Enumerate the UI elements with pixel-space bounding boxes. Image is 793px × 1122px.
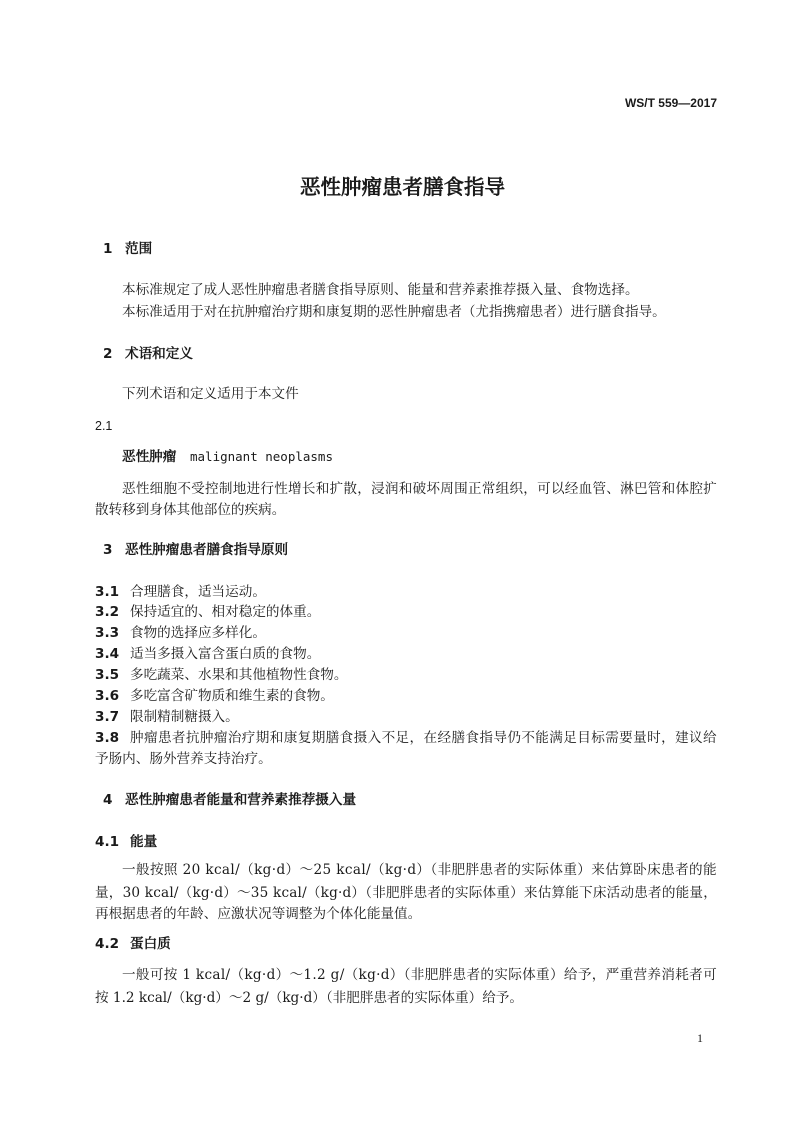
section-2-heading: 术语和定义 (125, 346, 193, 362)
subsection-4-1-heading: 能量 (130, 834, 158, 850)
clause-text: 适当多摄入富含蛋白质的食物。 (130, 646, 321, 662)
clause-number: 3.8 (95, 730, 120, 746)
subsection-4-1-number: 4.1 (95, 834, 120, 850)
section-2-intro: 下列术语和定义适用于本文件 (122, 386, 299, 402)
energy-line-3: 再根据患者的年龄、应激状况等调整为个体化能量值。 (95, 906, 422, 922)
clause-text: 合理膳食，适当运动。 (130, 584, 266, 600)
term-english: malignant neoplasms (190, 449, 333, 464)
clause-number: 3.5 (95, 667, 120, 683)
section-1-line-1: 本标准规定了成人恶性肿瘤患者膳食指导原则、能量和营养素推荐摄入量、食物选择。 (122, 282, 639, 298)
energy-line-2: 量，30 kcal/（kg·d）～35 kcal/（kg·d）（非肥胖患者的实际体重）来估算能下床活动患者的能量， (95, 885, 717, 901)
section-2-number: 2 (103, 346, 113, 362)
clause-number: 3.2 (95, 604, 120, 620)
clause-number: 3.6 (95, 688, 120, 704)
section-1-heading: 范围 (125, 241, 153, 257)
clause-number: 3.7 (95, 709, 120, 725)
clause-text: 食物的选择应多样化。 (130, 625, 266, 641)
standard-code: WS/T 559—2017 (624, 96, 717, 110)
protein-line-1: 一般可按 1 kcal/（kg·d）～1.2 g/（kg·d）（非肥胖患者的实际体重）给予，严重营养消耗者可 (122, 967, 717, 983)
clause-text: 保持适宜的、相对稳定的体重。 (130, 604, 321, 620)
document-title: 恶性肿瘤患者膳食指导 (300, 175, 505, 199)
definition-line-2: 散转移到身体其他部位的疾病。 (95, 502, 286, 518)
protein-line-2: 按 1.2 kcal/（kg·d）～2 g/（kg·d）（非肥胖患者的实际体重）给予。 (95, 990, 523, 1006)
clause-number: 3.3 (95, 625, 120, 641)
section-3-number: 3 (103, 542, 113, 558)
section-1-number: 1 (103, 241, 113, 257)
clause-text: 肿瘤患者抗肿瘤治疗期和康复期膳食摄入不足，在经膳食指导仍不能满足目标需要量时，建议给 (130, 730, 717, 746)
definition-line-1: 恶性细胞不受控制地进行性增长和扩散，浸润和破坏周围正常组织，可以经血管、淋巴管和体腔扩 (122, 481, 717, 497)
clause-number: 3.4 (95, 646, 120, 662)
energy-line-1: 一般按照 20 kcal/（kg·d）～25 kcal/（kg·d）（非肥胖患者的实际体重）来估算卧床患者的能 (122, 862, 717, 878)
term-chinese: 恶性肿瘤 (122, 449, 177, 465)
subsection-4-2-number: 4.2 (95, 936, 120, 952)
section-3-heading: 恶性肿瘤患者膳食指导原则 (125, 542, 289, 558)
page-number: 1 (697, 1031, 703, 1045)
section-4-heading: 恶性肿瘤患者能量和营养素推荐摄入量 (125, 792, 357, 808)
clause-text: 多吃蔬菜、水果和其他植物性食物。 (130, 667, 348, 683)
section-1-line-2: 本标准适用于对在抗肿瘤治疗期和康复期的恶性肿瘤患者（尤指携瘤患者）进行膳食指导。 (122, 304, 666, 320)
clause-text-continued: 予肠内、肠外营养支持治疗。 (95, 751, 272, 767)
subsection-4-2-heading: 蛋白质 (130, 936, 171, 952)
term-number: 2.1 (95, 419, 113, 433)
section-4-number: 4 (103, 792, 113, 808)
clause-text: 多吃富含矿物质和维生素的食物。 (130, 688, 334, 704)
clause-text: 限制精制糖摄入。 (130, 709, 239, 725)
clause-number: 3.1 (95, 584, 120, 600)
